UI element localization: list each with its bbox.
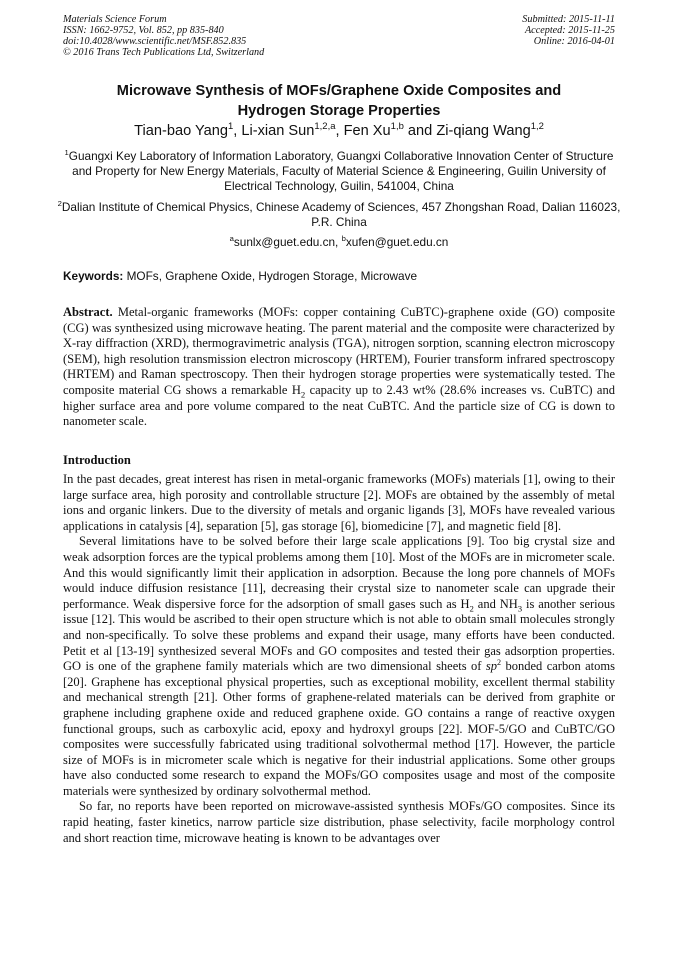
author-1: Tian-bao Yang	[134, 123, 228, 139]
section-heading-introduction: Introduction	[63, 453, 131, 467]
keywords-text: MOFs, Graphene Oxide, Hydrogen Storage, Microwave	[126, 269, 418, 283]
journal-issn: ISSN: 1662-9752, Vol. 852, pp 835-840	[63, 25, 224, 36]
journal-header-left	[63, 14, 264, 58]
abstract: Abstract. Metal-organic frameworks (MOFs: copper containing CuBTC)-graphene oxide (GO) composite (CG) was synthesized using microwave heating. The parent material and the composite were characterized by X-ray diffraction (XRD), thermogravimetric analysis (TGA), nitrogen sorption, scanning electron microscopy (SEM), high resolution transmission electron microscopy (HRTEM), Fourier transform infrared spectroscopy (HRTEM) and Raman spectroscopy. Then their hydrogen storage properties were systematically tested. The composite material CG shows a remarkable $H_2$ capacity up to 2.43 wt% (28.6% increases vs. CuBTC) and higher surface area and pore volume compared to the neat CuBTC. And the particle size of CG is down to nanometer scale.	[63, 305, 616, 429]
intro-paragraph-2: Several limitations have to be solved before their large scale applications [9]. Too big crystal size and weak adsorption forces are the typical problems among them [10]. Most of the MOFs are in micrometer scale. And this would significantly limit their application in adsorption. Because the long pore channels of MOFs would induce diffusion resistance [11], decreasing their crystal size to nanometer scale can upgrade their performance. Weak dispersive force for the adsorption of small gases such as $H_2$ and $NH_3$ is another serious issue [12]. This would be ascribed to their open structure which is not able to obtain small molecules strongly and non-specifically. To solve these problems and expand their usage, many efforts have been conducted. Petit et al [13-19] synthesized several MOFs and GO composites and tested their gas adsorption properties. GO is one of the graphene family materials which are two dimensional sheets of $sp^2$ bonded carbon atoms [20]. Graphene has exceptional physical properties, such as exceptional mobility, excellent thermal stability and mechanical strength [21]. Other forms of graphene-related materials can be derived from graphite or graphene including graphene oxide and reduced graphene oxide. GO contains a range of reactive oxygen functional groups, such as carboxylic acid, epoxy and hydroxyl groups [22]. MOF-5/GO and CuBTC/GO composites were successfully fabricated using traditional solvothermal method [17]. However, the particle size of MOFs is in micrometer scale which is negative for their industrial applications. Some other groups have also conducted some research to expand the MOFs/GO composites usage and most of the composite materials were synthesized by ordinary solvothermal method.	[63, 534, 616, 798]
journal-doi[interactable]: doi:10.4028/www.scientific.net/MSF.852.835	[63, 36, 247, 47]
affiliation-2: $^2$Dalian Institute of Chemical Physics, Chinese Academy of Sciences, 457 Zhongshan Road, Dalian 116023, P.R. China	[57, 198, 621, 229]
intro-paragraph-1: In the past decades, great interest has risen in metal-organic frameworks (MOFs) materials [1], owing to their large surface area, high porosity and controllable structure [2]. MOFs are obtained by the assembly of metal ions and organic linkers. Due to the diversity of metals and organic ligands [3], MOFs have revealed various applications in catalysis [4], separation [5], gas storage [6], biomedicine [7], and magnetic field [8].	[63, 472, 615, 533]
accepted-date: Accepted: 2015-11-25	[524, 25, 615, 36]
author-4: and Zi-qiang Wang	[407, 123, 531, 139]
paper-title	[40, 81, 638, 121]
introduction-body	[63, 472, 615, 846]
title-line-2: Hydrogen Storage Properties	[237, 103, 441, 119]
intro-paragraph-3: So far, no reports have been reported on microwave-assisted synthesis MOFs/GO composites. Since its rapid heating, faster kinetics, narrow particle size distribution, phase selectivity, facile morphology control and short reaction time, microwave heating is known to be advantages over	[63, 799, 615, 845]
author-3: Fen Xu	[343, 123, 391, 139]
submitted-date: Submitted: 2015-11-11	[522, 14, 615, 25]
journal-copyright: © 2016 Trans Tech Publications Ltd, Switzerland	[63, 47, 265, 58]
affiliation-1: $^1$Guangxi Key Laboratory of Information Laboratory, Guangxi Collaborative Innovation Center of Structure and Property for New Energy Materials, Faculty of Material Science & Engineering, Guilin University of Electrical Technology, Guilin, 541004, China	[64, 147, 614, 193]
author-emails: $^a$sunlx@guet.edu.cn, $^b$xufen@guet.edu.cn	[229, 233, 449, 249]
abstract-label: Abstract.	[63, 305, 113, 319]
online-date: Online: 2016-04-01	[533, 36, 615, 47]
author-list: Tian-bao Yang$^1$, Li-xian Sun$^{1,2,a}$, Fen Xu$^{1,b}$ and Zi-qiang Wang$^{1,2}$	[134, 120, 544, 139]
journal-name: Materials Science Forum	[63, 14, 167, 25]
keywords-label: Keywords:	[63, 269, 124, 283]
email-a[interactable]: sunlx@guet.edu.cn,	[233, 235, 339, 249]
keywords	[63, 269, 615, 284]
journal-header-right	[522, 14, 615, 47]
author-2: Li-xian Sun	[241, 123, 315, 139]
email-b[interactable]: xufen@guet.edu.cn	[345, 235, 449, 249]
title-line-1: Microwave Synthesis of MOFs/Graphene Oxide Composites and	[116, 83, 562, 99]
